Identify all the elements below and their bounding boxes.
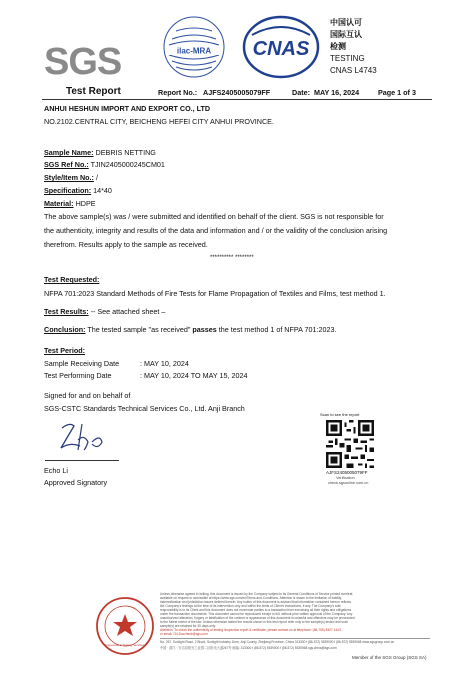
statement-line-3: therefrom. Results apply to the sample as received. [44, 240, 208, 249]
ilac-mra-logo [162, 15, 226, 79]
material-row [44, 199, 96, 208]
test-results-label: Test Results: [44, 307, 89, 316]
style-value: / [95, 173, 98, 182]
footer-divider [160, 638, 430, 639]
signatory-name: Echo Li [44, 466, 68, 475]
ilac-mra-text: ilac-MRA [176, 46, 212, 56]
sample-name-row [44, 148, 156, 157]
style-row [44, 173, 98, 182]
company-seal-stamp [95, 596, 155, 656]
spec-value: 14*40 [93, 186, 112, 195]
cnas-side-3: 检测 [330, 42, 346, 51]
performing-date: : MAY 10, 2024 TO MAY 15, 2024 [140, 371, 248, 380]
conclusion-row [44, 325, 337, 334]
qr-caption-top: Scan to see the report [320, 412, 360, 417]
report-no: AJFS2405005079FF [203, 88, 271, 97]
performing-date-label: Test Performing Date [44, 371, 112, 380]
sgs-ref-label: SGS Ref No.: [44, 160, 89, 169]
handwritten-signature [56, 418, 116, 458]
sgs-logo-text: SGS [44, 41, 122, 83]
spec-label: Specification: [44, 186, 92, 195]
spec-row [44, 186, 112, 195]
sample-name-label: Sample Name: [44, 148, 94, 157]
date-label: Date: [292, 88, 310, 97]
statement-line-1: The above sample(s) was / were submitted and identified on behalf of the client. SGS is not responsible for [44, 212, 384, 221]
terms-line: the Company's findings at the time of its intervention only and within the limits of Client's instructions, if any. The Company's sole [160, 604, 341, 608]
page-number: Page 1 of 3 [378, 88, 416, 97]
header-divider [42, 99, 432, 100]
report-title: Test Report [66, 86, 121, 97]
report-no-label: Report No.: [158, 88, 198, 97]
terms-line: sample(s) are retained for 30 days only. [160, 624, 216, 628]
qr-code-text: AJFS2405005079FF [326, 470, 368, 475]
terms-line: to the fullest extent of the law. Unless otherwise stated the results shown in this test report refer only to the sample(s) tested and such [160, 620, 349, 624]
sgs-logo [44, 42, 138, 82]
address-cn: 中国 · 浙江 · 安吉县阳光工业园二区阳光大道267号 邮编: 313300 t (86-572) 5539000 f (86-572) 5539068 sgs.china@sgs.com [160, 646, 337, 650]
material-label: Material: [44, 199, 74, 208]
cnas-side-5: CNAS L4743 [330, 66, 377, 75]
test-requested-label: Test Requested: [44, 275, 100, 284]
test-requested-text: NFPA 701:2023 Standard Methods of Fire Tests for Flame Propagation of Textiles and Films, test method 1. [44, 289, 386, 298]
conclusion-label: Conclusion: [44, 325, 86, 334]
sgs-ref-row [44, 160, 165, 169]
applicant-name: ANHUI HESHUN IMPORT AND EXPORT CO., LTD [44, 104, 211, 113]
receiving-date: : MAY 10, 2024 [140, 359, 189, 368]
signature-line [45, 460, 119, 461]
sample-name: DEBRIS NETTING [95, 148, 156, 157]
qr-verify-1: Verification [336, 476, 355, 480]
terms-line: Unless otherwise agreed in writing, this document is issued by the Company subject to its General Conditions of Service printed overleaf, [160, 592, 354, 596]
terms-line: unauthorized alteration, forgery or falsification of the content or appearance of this document is unlawful and offenders may be prosecuted [160, 616, 355, 620]
address-en: No. 267, Sunlight Road, 2 Block, Sunlight Industry Zone, Anji County, Zhejiang Province, China 313300 t (86-572) 5539000 f (86-572) 5539068 www.sgsgroup.com.cn [160, 640, 395, 644]
conclusion-passes: passes [192, 325, 217, 334]
material-value: HDPE [75, 199, 96, 208]
conclusion-pre: The tested sample "as received" [87, 325, 191, 334]
test-results-text: -- See attached sheet – [90, 307, 166, 316]
report-date: MAY 16, 2024 [314, 88, 360, 97]
separator: ********** ******** [210, 255, 254, 261]
terms-line: available on request or accessible at https://www.sgs.com/en/Terms-and-Conditions. Attention is drawn to the limitation of liability, [160, 596, 342, 600]
receiving-date-label: Sample Receiving Date [44, 359, 120, 368]
conclusion-post: the test method 1 of NFPA 701:2023. [218, 325, 337, 334]
cnas-side-4: TESTING [330, 54, 365, 63]
statement-line-2: the authenticity, integrity and results of the data and information and / or the validity of the conclusion arising [44, 226, 388, 235]
terms-line: under the transaction documents. This document cannot be reproduced except in full, without prior written approval of the Company. Any [160, 612, 353, 616]
cnas-side-2: 国际互认 [330, 30, 362, 39]
cnas-side-1: 中国认可 [330, 18, 362, 27]
terms-footer [160, 592, 430, 654]
attention-line: Attention: To check the authenticity of testing /inspection report & certificate, please contact us at telephone: (86-755) 8307 1443, [160, 628, 342, 632]
sgs-ref: TJIN2405000245CM01 [90, 160, 165, 169]
signed-line-1: Signed for and on behalf of [44, 391, 131, 400]
qr-verify-2[interactable]: check.sgsonline.com.cn [328, 481, 369, 485]
style-label: Style/Item No.: [44, 173, 94, 182]
signed-line-2: SGS-CSTC Standards Technical Services Co., Ltd. Anji Branch [44, 404, 245, 413]
signatory-title: Approved Signatory [44, 478, 108, 487]
test-results-row [44, 307, 165, 316]
terms-line: indemnification and jurisdiction issues defined therein. Any holder of this document is advised that information contained hereon reflects [160, 600, 352, 604]
applicant-address: NO.2102.CENTRAL CITY, BEICHENG HEFEI CITY ANHUI PROVINCE. [44, 117, 274, 126]
cnas-logo [242, 15, 320, 79]
terms-line: responsibility is to its Client and this document does not exonerate parties to a transaction from exercising all their rights and obligations [160, 608, 352, 612]
attention-line-2[interactable]: or email: CN.Doccheck@sgs.com [160, 632, 208, 636]
sgs-group-member: Member of the SGS Group (SGS SA) [352, 655, 427, 660]
test-period-label: Test Period: [44, 346, 86, 355]
qr-code[interactable] [326, 420, 374, 468]
cnas-text: CNAS [252, 38, 310, 60]
seal-text: Inspection & Testing Services [105, 643, 145, 647]
